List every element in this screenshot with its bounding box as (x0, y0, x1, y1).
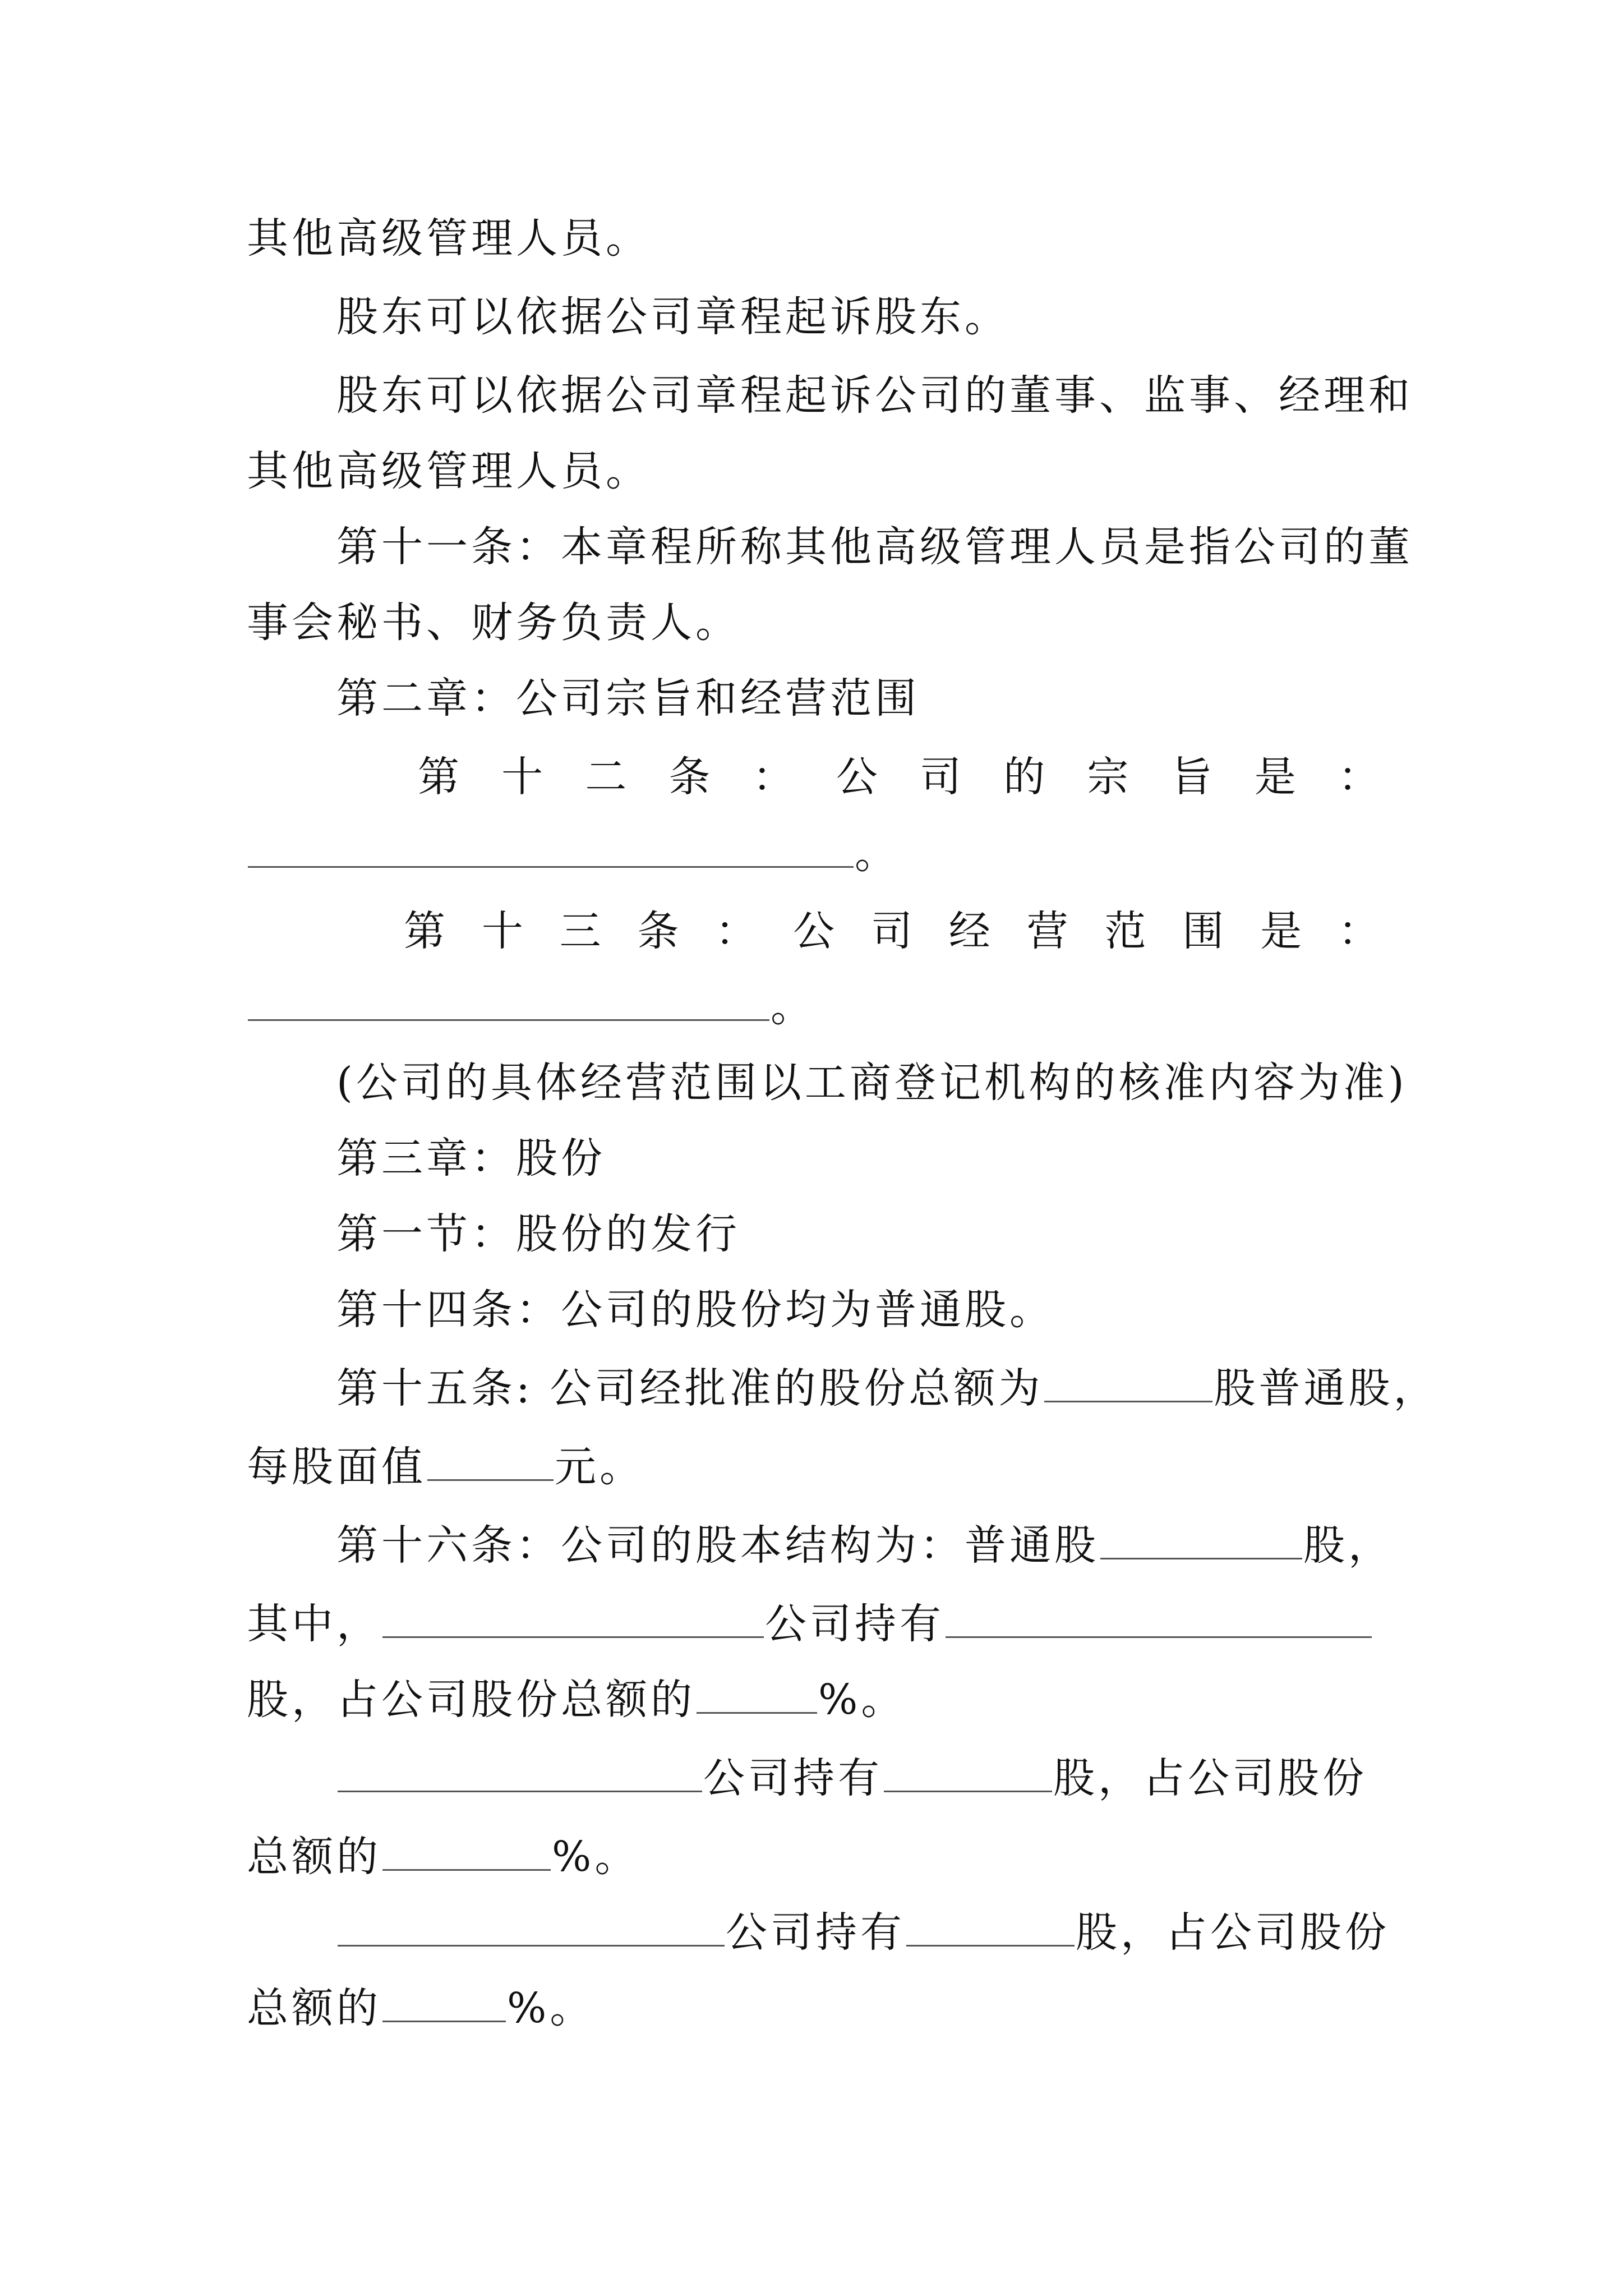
text: 公司持有 (703, 1754, 883, 1802)
fill-blank[interactable] (382, 1830, 551, 1871)
text-line (247, 1980, 1380, 2036)
text: 股普通股， (1214, 1364, 1438, 1412)
fill-blank[interactable] (1044, 1361, 1212, 1402)
text-line (336, 1904, 1390, 1961)
text-line (247, 826, 1380, 882)
text: %。 (818, 1676, 906, 1724)
char: 条 (668, 753, 711, 801)
text-line (336, 1750, 1380, 1806)
char: 经 (948, 907, 990, 955)
char: 宗 (1087, 753, 1129, 801)
text: 公司持有 (726, 1908, 905, 1957)
fill-blank[interactable] (884, 1751, 1052, 1792)
char: 公 (836, 753, 878, 801)
char: 营 (1026, 907, 1068, 955)
fill-blank[interactable] (338, 1751, 702, 1792)
char: ： (715, 907, 757, 955)
text: %。 (507, 1984, 595, 2032)
text-line: 股东可以依据公司章程起诉公司的董事、监事、经理和 (336, 371, 1413, 420)
fill-blank[interactable] (1100, 1519, 1302, 1559)
text-line (247, 1596, 1380, 1652)
article-11-line: 第十一条：本章程所称其他高级管理人员是指公司的董 (336, 523, 1413, 571)
text: 股，占公司股份 (1076, 1908, 1390, 1957)
char: 条 (637, 907, 679, 955)
char: ： (1338, 907, 1380, 955)
chapter-2-heading: 第二章：公司宗旨和经营范围 (336, 674, 920, 723)
text: 公司持有 (765, 1600, 944, 1648)
text: %。 (552, 1833, 640, 1881)
article-14-line: 第十四条：公司的股份均为普通股。 (336, 1286, 1054, 1334)
text: 每股面值 (247, 1443, 426, 1491)
fill-blank[interactable] (338, 1906, 725, 1947)
char: ： (1338, 753, 1380, 801)
fill-blank[interactable] (906, 1906, 1075, 1947)
fill-blank[interactable] (382, 1981, 506, 2022)
fill-blank[interactable] (427, 1440, 554, 1481)
fill-blank[interactable] (382, 1597, 764, 1638)
fill-blank[interactable] (248, 980, 769, 1021)
text-line (247, 1829, 1380, 1885)
fill-blank[interactable] (697, 1673, 817, 1714)
char: 是 (1254, 753, 1296, 801)
article-13-line (404, 903, 1380, 959)
article-12-line (418, 749, 1380, 805)
char: 旨 (1170, 753, 1212, 801)
char: 第 (404, 907, 445, 955)
text: 第十五条: 公司经批准的股份总额为 (336, 1364, 1044, 1412)
char: 是 (1260, 907, 1302, 955)
text-line: (公司的具体经营范围以工商登记机构的核准内容为准) (336, 1059, 1408, 1107)
char: 公 (793, 907, 835, 955)
fill-blank[interactable] (248, 827, 854, 868)
text: 股， (1303, 1521, 1393, 1570)
text: 总额的 (247, 1984, 381, 2032)
text-line: 股东可以依据公司章程起诉股东。 (336, 293, 1009, 341)
text-line (247, 1672, 1380, 1728)
text: 元。 (555, 1443, 644, 1491)
char: 二 (585, 753, 627, 801)
text: 第十六条：公司的股本结构为：普通股 (336, 1521, 1099, 1570)
text-line (247, 979, 1380, 1035)
text-line: 其他高级管理人员。 (247, 214, 651, 263)
text-line (247, 1439, 1380, 1495)
char: 围 (1182, 907, 1224, 955)
char: 的 (1003, 753, 1045, 801)
char: 司 (920, 753, 962, 801)
char: ： (752, 753, 794, 801)
char: 十 (481, 907, 523, 955)
char: 范 (1104, 907, 1146, 955)
char: 司 (870, 907, 912, 955)
chapter-3-heading: 第三章：股份 (336, 1134, 606, 1182)
period: 。 (855, 830, 900, 878)
char: 十 (501, 753, 543, 801)
char: 三 (559, 907, 601, 955)
section-1-heading: 第一节：股份的发行 (336, 1210, 740, 1258)
text-line: 其他高级管理人员。 (247, 447, 651, 495)
text: 股，占公司股份 (1053, 1754, 1367, 1802)
text: 股，占公司股份总额的 (247, 1676, 695, 1724)
text: 总额的 (247, 1833, 381, 1881)
char: 第 (418, 753, 459, 801)
text: 其中， (247, 1600, 381, 1648)
text-line: 事会秘书、财务负责人。 (247, 599, 740, 647)
fill-blank[interactable] (946, 1597, 1372, 1638)
period: 。 (771, 983, 815, 1031)
article-15-line (336, 1360, 1438, 1416)
article-16-line (336, 1517, 1393, 1573)
